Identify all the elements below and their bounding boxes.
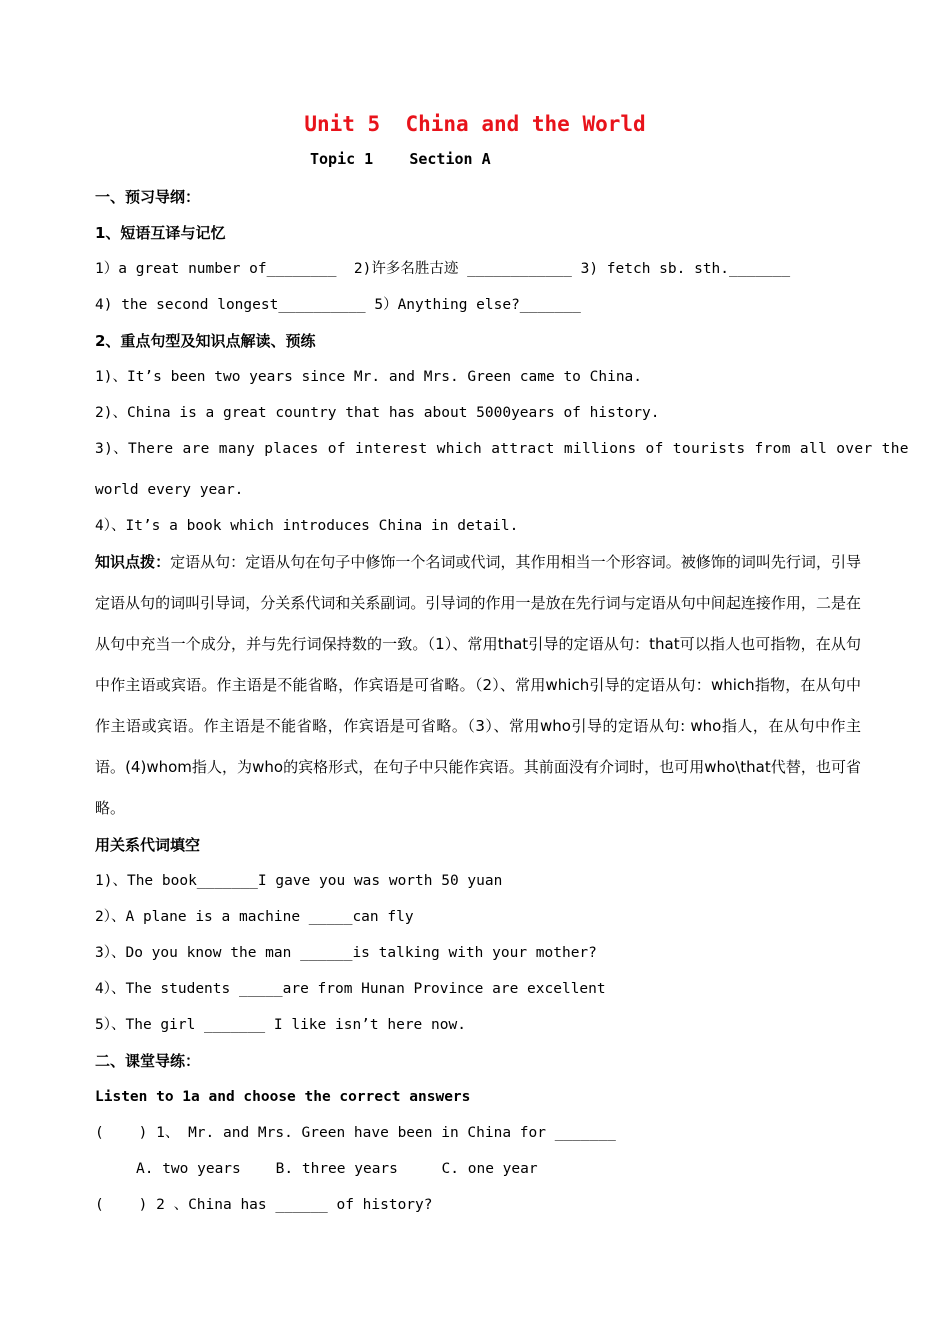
knowledge-label: 知识点拨： xyxy=(95,553,171,571)
page-subtitle: Topic 1 Section A xyxy=(310,150,491,168)
question-1: ( ) 1、 Mr. and Mrs. Green have been in China for _______ xyxy=(95,1125,616,1141)
exercise-item: 2）、A plane is a machine _____can fly xyxy=(95,909,414,925)
exercise-item: 3）、Do you know the man ______is talking with your mother? xyxy=(95,945,597,961)
sentence-line: world every year. xyxy=(95,482,244,498)
exercise-item: 4）、The students _____are from Hunan Province are excellent xyxy=(95,981,606,997)
part-heading-sentences: 2、重点句型及知识点解读、预练 xyxy=(95,332,316,350)
listen-heading: Listen to 1a and choose the correct answers xyxy=(95,1089,471,1105)
question-1-options: A. two years B. three years C. one year xyxy=(136,1161,538,1177)
exercise-heading: 用关系代词填空 xyxy=(95,836,201,854)
exercise-item: 1)、The book_______I gave you was worth 50 yuan xyxy=(95,873,503,889)
sentence-line: 2)、China is a great country that has about 5000years of history. xyxy=(95,405,660,421)
sentence-line: 1)、It’s been two years since Mr. and Mrs. Green came to China. xyxy=(95,369,643,385)
sentence-line: 3)、There are many places of interest which attract millions of tourists from all over the xyxy=(95,441,909,457)
phrase-line-2: 4) the second longest__________ 5）Anything else?_______ xyxy=(95,297,581,313)
part-heading-phrases: 1、短语互译与记忆 xyxy=(95,224,226,242)
section-heading-preview: 一、预习导纲： xyxy=(95,188,201,206)
sentence-line: 4）、It’s a book which introduces China in detail. xyxy=(95,518,519,534)
page-title: Unit 5 China and the World xyxy=(304,112,646,136)
question-2: ( ) 2 、China has ______ of history? xyxy=(95,1197,433,1213)
phrase-line-1: 1）a great number of________ 2)许多名胜古迹 ____________ 3) fetch sb. sth._______ xyxy=(95,261,791,277)
knowledge-paragraph xyxy=(95,542,861,829)
exercise-item: 5）、The girl _______ I like isn’t here now. xyxy=(95,1017,466,1033)
knowledge-text: 定语从句：定语从句在句子中修饰一个名词或代词，其作用相当一个形容词。被修饰的词叫先行词，引导定语从句的词叫引导词，分关系代词和关系副词。引导词的作用一是放在先行词与定语从句中间起连接作用，二是在从句中充当一个成分，并与先行词保持数的一致。（1）、常用that引导的定语从句：that可以指人也可指物，在从句中作主语或宾语。作主语是不能省略，作宾语是可省略。（2）、常用which引导的定语从句：which指物，在从句中作主语或宾语。作主语是不能省略，作宾语是可省略。（3）、常用who引导的定语从句: who指人，在从句中作主语。(4)whom指人，为who的宾格形式，在句子中只能作宾语。其前面没有介词时，也可用who\that代替，也可省略。 xyxy=(95,553,861,817)
section-heading-classroom: 二、课堂导练： xyxy=(95,1052,201,1070)
